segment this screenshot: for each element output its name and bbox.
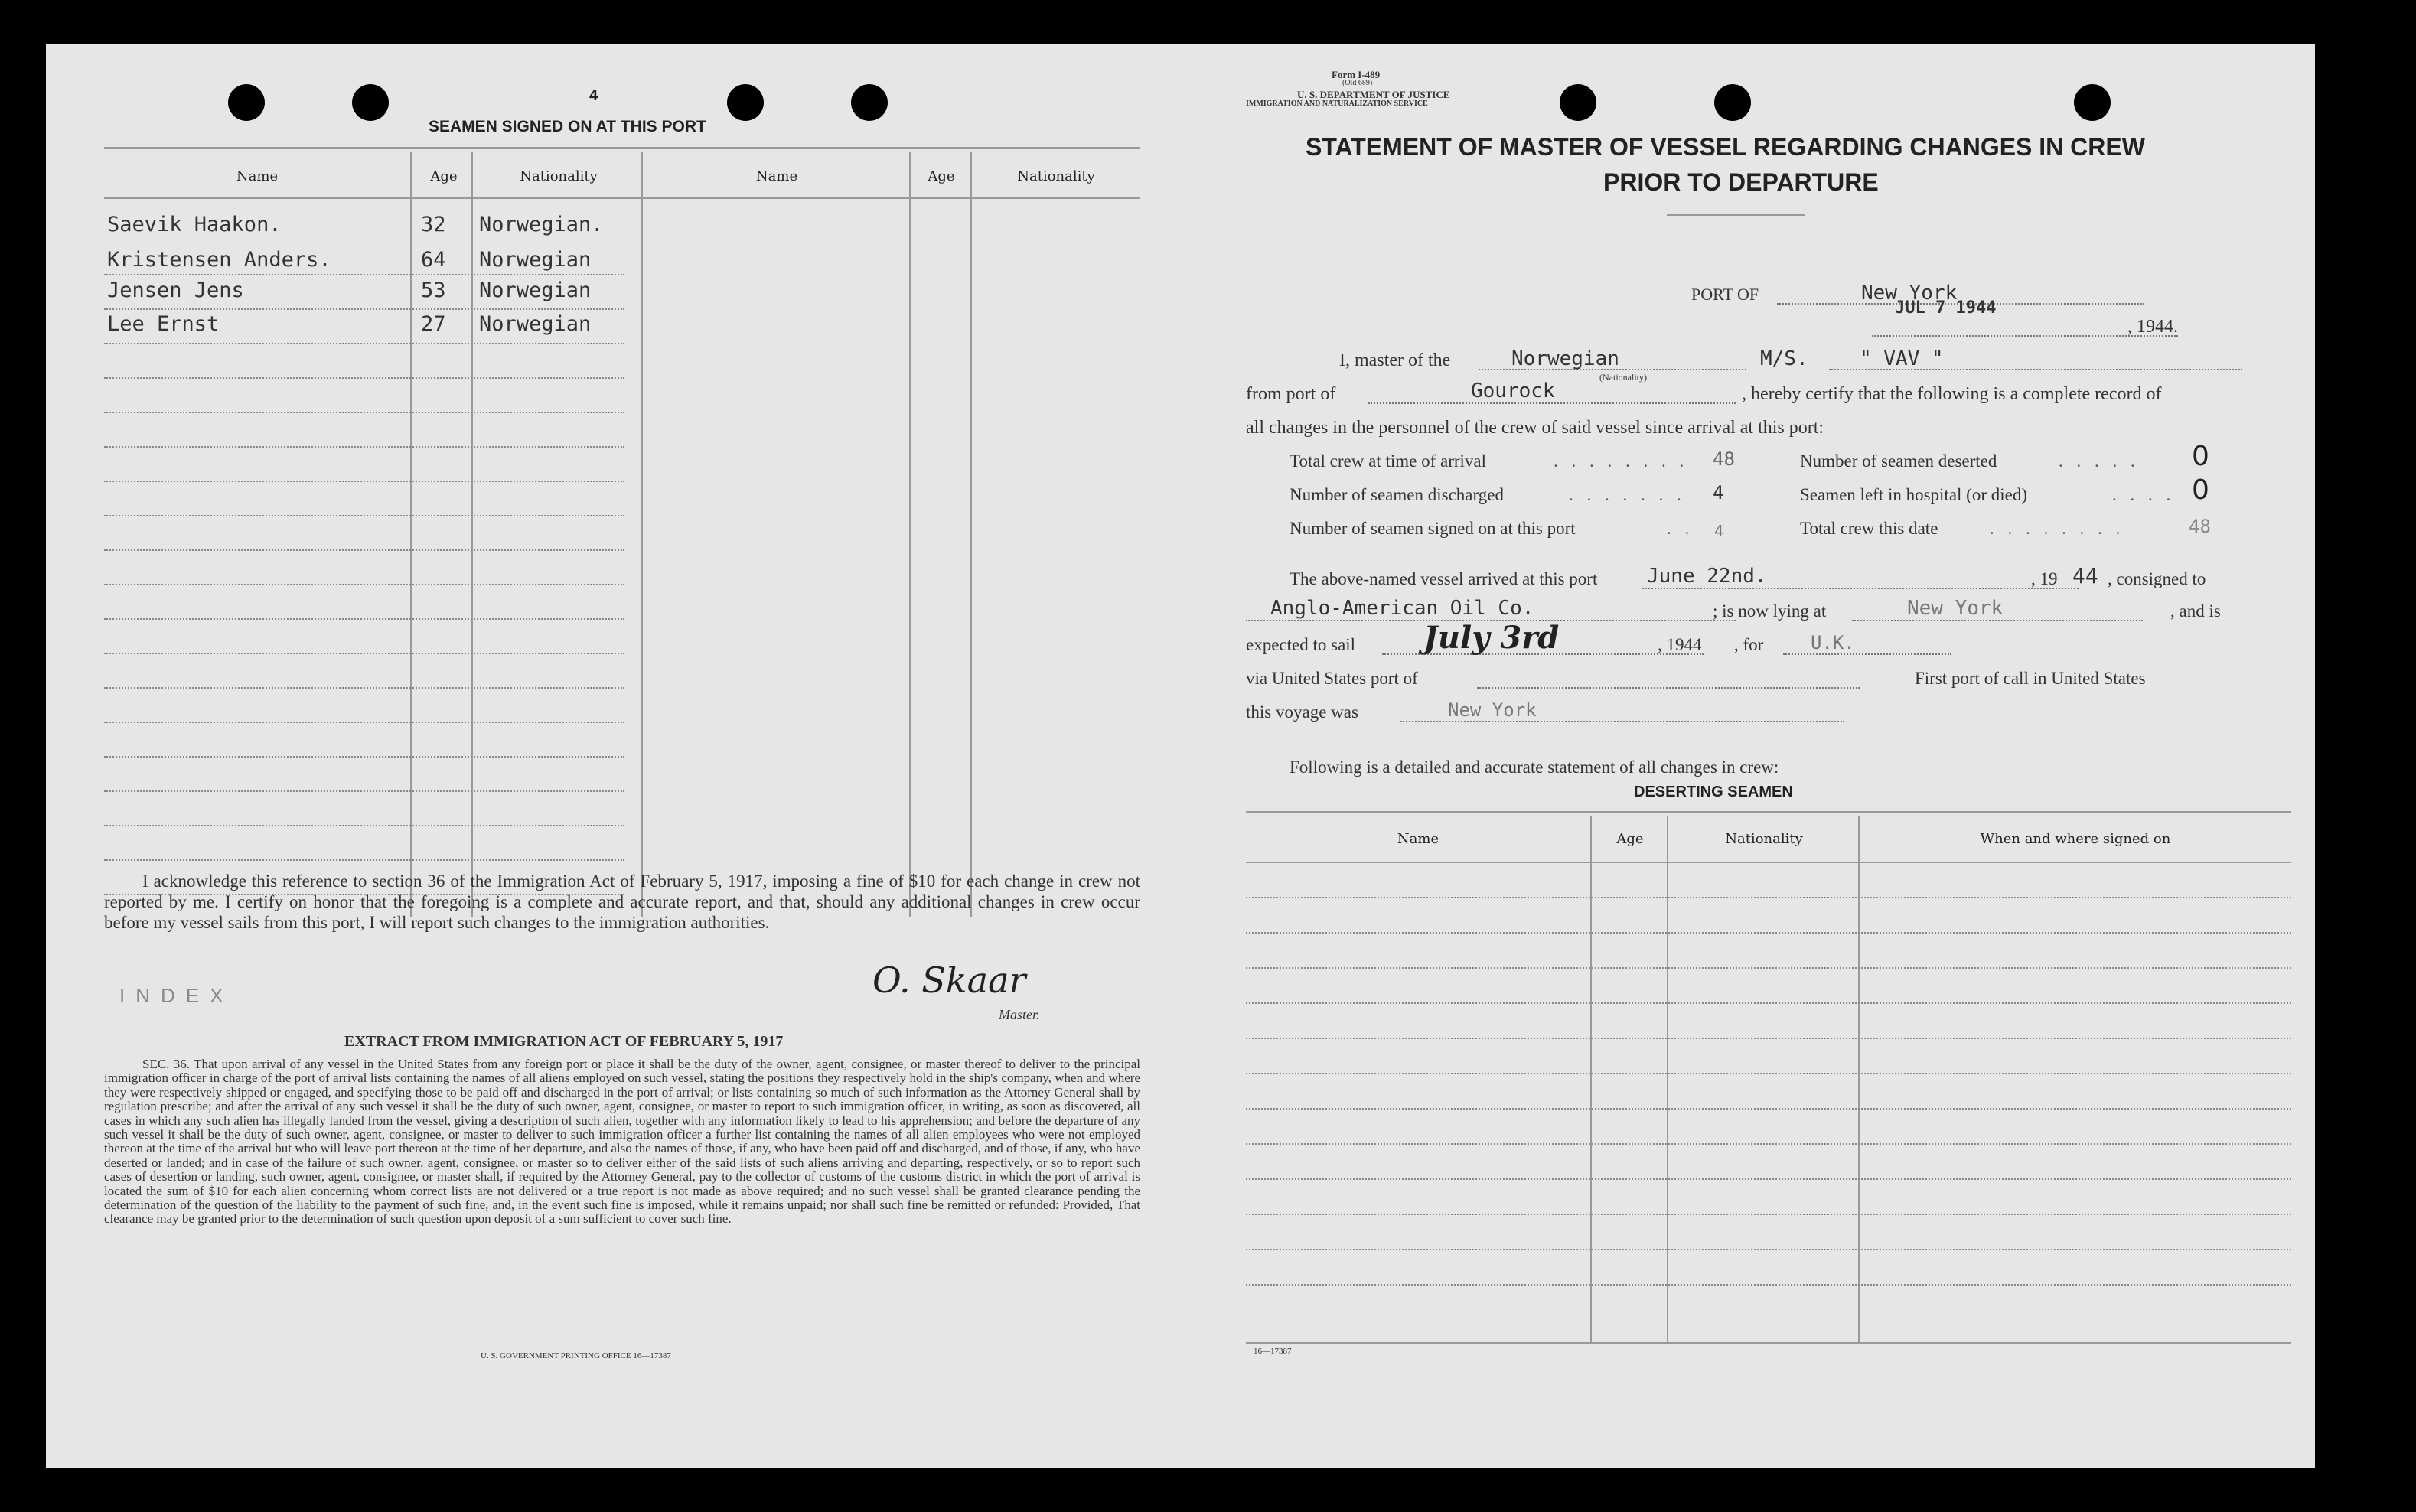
column-header: Nationality [520,168,598,184]
table-row-name: Jensen Jens [107,279,244,302]
from-port-label: from port of [1246,384,1336,404]
arrived-label: The above-named vessel arrived at this port [1290,569,1598,588]
date-stamp: JUL 7 1944 [1895,298,1997,318]
acknowledgement-text: I acknowledge this reference to section 36 of the Immigration Act of February 5, 1917, imposing a fine of $10 for each change in crew not reported by me. I certify on honor that the foregoing is a complete and accurate report, and that, should any additional changes in crew occur before my vessel sails from this port, I will report such changes to the immigration authorities. [104,872,1140,932]
column-header: Name [236,168,279,184]
stat-label: Number of seamen signed on at this port [1290,519,1576,538]
port-label: PORT OF [1691,285,1759,304]
form-title-line1: STATEMENT OF MASTER OF VESSEL REGARDING CHANGES IN CREW [1306,133,2145,161]
port-value: New York [1861,282,1958,305]
extract-title: EXTRACT FROM IMMIGRATION ACT OF FEBRUARY 5, 1917 [344,1033,784,1050]
punch-hole [2074,84,2111,121]
stat-label: Seamen left in hospital (or died) [1800,485,2028,504]
column-header: Age [430,168,458,184]
from-port-value: Gourock [1471,380,1555,402]
expected-year: , 1944 [1658,635,1702,654]
column-header: Age [1616,831,1644,847]
column-header: Age [928,168,955,184]
all-changes-text: all changes in the personnel of the crew of said vessel since arrival at this port: [1246,418,1824,438]
document-page: 4 SEAMEN SIGNED ON AT THIS PORT Name Age Nationality Name Age Nationality Saevik Haakon. 32 Norwegian. Kristensen Anders. 64 Norwegian Jensen Jens 53 Norwegian Lee Ernst 27 Norwegian I acknowledge this reference to section 36 of the Immigration Act of February 5, 1917, imposing a fine of $10 for each change in crew not reported by me. I certify on honor that the foregoing is a complete and accurate report, and that, should any additional changes in crew occur before my vessel sails from this port, I will report such changes to the immigration authorities. INDEX O. Skaar Master. EXTRACT FROM IMMIGRATION ACT OF FEBRUARY 5, 1917 SEC. 36. That upon arrival of any vessel in the United States from any foreign port or place it shall be the duty of the owner, agent, consignee, or master thereof to deliver to the principal immigration officer in charge of the port of arrival lists containing the names of all aliens employed on such vessel, stating the positions they respectively hold in the ship's company, when and where they were respectively shipped or engaged, and specifying those to be paid off and discharged in the port of arrival; or lists containing so much of such information as the Attorney General shall by regulation prescribe; and after the arrival of any such vessel it shall be the duty of such owner, agent, consignee, or master to report to such immigration officer, in writing, as soon as discovered, all cases in which any such alien has illegally landed from the vessel, giving a description of such alien, together with any information likely to lead to his apprehension; and before the departure of any such vessel it shall be the duty of such owner, agent, consignee, or master to deliver to such immigration officer a further list containing the names of all alien employees who were not employed thereon at the time of the arrival but who will leave port thereon at the time of her departure, and also the names of those, if any, who have been paid off and discharged, and of those, if any, who have deserted or landed; and in case of the failure of such owner, agent, consignee, or master so to deliver either of the said lists of such aliens arriving and departing, respectively, or so to report such cases of desertion or landing, such owner, agent, consignee, or master shall, if required by the Attorney General, pay to the collector of customs of the customs district in which the port of arrival is located the sum of $10 for each alien concerning whom correct lists are not delivered or a true report is not made as above required; and no such vessel shall be granted clearance pending the determination of the question of the liability to the payment of such fine, and, in the event such fine is imposed, while it remains unpaid; nor shall such fine be remitted or refunded: Provided, That clearance may be granted prior to the determination of such question upon deposit of a sum sufficient to cover such fine. U. S. GOVERNMENT PRINTING OFFICE 16—17387 Form I-489 (Old 689) U. S. DEPARTMENT OF JUSTICE IMMIGRATION AND NATURALIZATION SERVICE STATEMENT OF MASTER OF VESSEL REGARDING CHANGES IN CREW PRIOR TO DEPARTURE PORT OF New York JUL 7 1944 , 1944. I, master of the Norwegian (Nationality) M/S. " VAV " from port of Gourock , hereby certify that the following is a complete record of all changes in the personnel of the crew of said vessel since arrival at this port: Total crew at time of arrival . . . . . . . . 48 Number of seamen deserted . . . . . 0 Number of seamen discharged . . . . . . . 4 Seamen left in hospital (or died) . . . . 0 Number of seamen signed on at this port . . 4 Total crew this date . . . . . . . . 48 The above-named vessel arrived at this port June 22nd. , 19 44 , consigned to Anglo-American Oil Co. ; is now lying at New York , and is expected to sail July 3rd , 1944 , for U.K. via United States port of First port of call in United States this voyage was New York Following is a detailed and accurate statement of all changes in crew: DESERTING SEAMEN Name Age Nationality When and where signed on 16—17387 [46,44,2315,1468]
column-header: Name [1397,831,1439,847]
for-label: , for [1734,635,1764,654]
punch-hole [1560,84,1596,121]
punch-hole [851,84,888,121]
and-is-label: , and is [2170,601,2221,621]
nationality-value: Norwegian [1511,347,1619,370]
stat-value: 4 [1714,522,1724,540]
form-id: Form I-489 [1332,69,1381,80]
table-row-age: 27 [421,312,446,336]
table-row-nationality: Norwegian [479,248,592,272]
index-stamp: INDEX [119,984,234,1007]
lying-label: ; is now lying at [1713,601,1827,621]
year-line: , 1944. [2127,317,2178,337]
deserting-title: DESERTING SEAMEN [1634,784,1793,800]
column-header: When and where signed on [1980,831,2171,847]
vessel-name: " VAV " [1860,347,1944,370]
this-voyage-label: this voyage was [1246,702,1358,722]
arrived-year-prefix: , 19 [2031,569,2058,588]
consigned-to-label: , consigned to [2108,569,2206,588]
column-header: Nationality [1017,168,1095,184]
stat-value: 48 [2189,516,2211,537]
table-row-name: Lee Ernst [107,312,220,336]
table-row-nationality: Norwegian [479,312,592,336]
extract-text: SEC. 36. That upon arrival of any vessel in the United States from any foreign port or place it shall be the duty of the owner, agent, consignee, or master thereof to deliver to the principal immigration officer in charge of the port of arrival lists containing the names of all aliens employed on such vessel, stating the positions they respectively hold in the ship's company, when and where they were respectively shipped or engaged, and specifying those to be paid off and discharged in the port of arrival; or lists containing so much of such information as the Attorney General shall by regulation prescribe; and after the arrival of any such vessel it shall be the duty of such owner, agent, consignee, or master to report to such immigration officer, in writing, as soon as discovered, all cases in which any such alien has illegally landed from the vessel, giving a description of such alien, together with any information likely to lead to his apprehension; and before the departure of any such vessel it shall be the duty of such owner, agent, consignee, or master to deliver to such immigration officer a further list containing the names of all alien employees who were not employed thereon at the time of the arrival but who will leave port thereon at the time of her departure, and also the names of those, if any, who have been paid off and discharged, and of those, if any, who have deserted or landed; and in case of the failure of such owner, agent, consignee, or master so to deliver either of the said lists of such aliens arriving and departing, respectively, or so to report such cases of desertion or landing, such owner, agent, consignee, or master shall, if required by the Attorney General, pay to the collector of customs of the customs district in which the port of arrival is located the sum of $10 for each alien concerning whom correct lists are not delivered or a true report is not made as above required; and no such vessel shall be granted clearance pending the determination of the question of the liability to the payment of such fine, and, in the event such fine is imposed, while it remains unpaid; nor shall such fine be remitted or refunded: Provided, That clearance may be granted prior to the determination of such question upon deposit of a sum sufficient to cover such fine. [104,1057,1140,1227]
stat-value: 48 [1713,448,1735,470]
lying-value: New York [1907,597,2004,620]
stat-value: 0 [2192,474,2209,506]
table-row-name: Saevik Haakon. [107,213,282,236]
vessel-prefix: M/S. [1760,347,1808,370]
table-row-age: 64 [421,248,446,272]
certify-text: , hereby certify that the following is a complete record of [1742,384,2162,404]
stat-value: 4 [1713,482,1724,503]
expected-value: July 3rd [1423,620,1560,656]
table-row-nationality: Norwegian [479,279,592,302]
master-signature: O. Skaar [872,960,1026,1001]
punch-hole [228,84,265,121]
first-port-label: First port of call in United States [1915,669,2146,688]
column-header: Nationality [1725,831,1803,847]
master-label: Master. [999,1007,1040,1022]
punch-hole [1714,84,1751,121]
arrived-value: June 22nd. [1647,565,1767,588]
table-row-nationality: Norwegian. [479,213,604,236]
master-of-label: I, master of the [1339,350,1451,370]
stat-label: Total crew this date [1800,519,1938,538]
stat-label: Total crew at time of arrival [1290,451,1487,471]
stat-label: Number of seamen discharged [1290,485,1504,504]
printer-line: U. S. GOVERNMENT PRINTING OFFICE 16—17387 [481,1351,671,1360]
punch-hole [352,84,389,121]
this-voyage-value: New York [1448,699,1537,721]
nationality-caption: (Nationality) [1599,372,1647,383]
via-label: via United States port of [1246,669,1418,688]
right-printer-line: 16—17387 [1254,1347,1292,1356]
consignee-value: Anglo-American Oil Co. [1270,597,1534,620]
column-header: Name [755,168,798,184]
expected-label: expected to sail [1246,635,1356,654]
table-row-name: Kristensen Anders. [107,248,331,272]
for-value: U.K. [1811,632,1855,653]
left-title: SEAMEN SIGNED ON AT THIS PORT [429,118,706,135]
stat-value: 0 [2192,441,2209,472]
following-text: Following is a detailed and accurate statement of all changes in crew: [1290,758,1779,777]
form-old: (Old 689) [1342,79,1373,87]
table-row-age: 32 [421,213,446,236]
page-number: 4 [589,87,598,104]
service: IMMIGRATION AND NATURALIZATION SERVICE [1246,99,1428,108]
form-title-line2: PRIOR TO DEPARTURE [1603,168,1879,196]
arrived-year: 44 [2072,563,2098,588]
table-row-age: 53 [421,279,446,302]
stat-label: Number of seamen deserted [1800,451,1997,471]
department: U. S. DEPARTMENT OF JUSTICE [1297,89,1450,100]
punch-hole [727,84,764,121]
